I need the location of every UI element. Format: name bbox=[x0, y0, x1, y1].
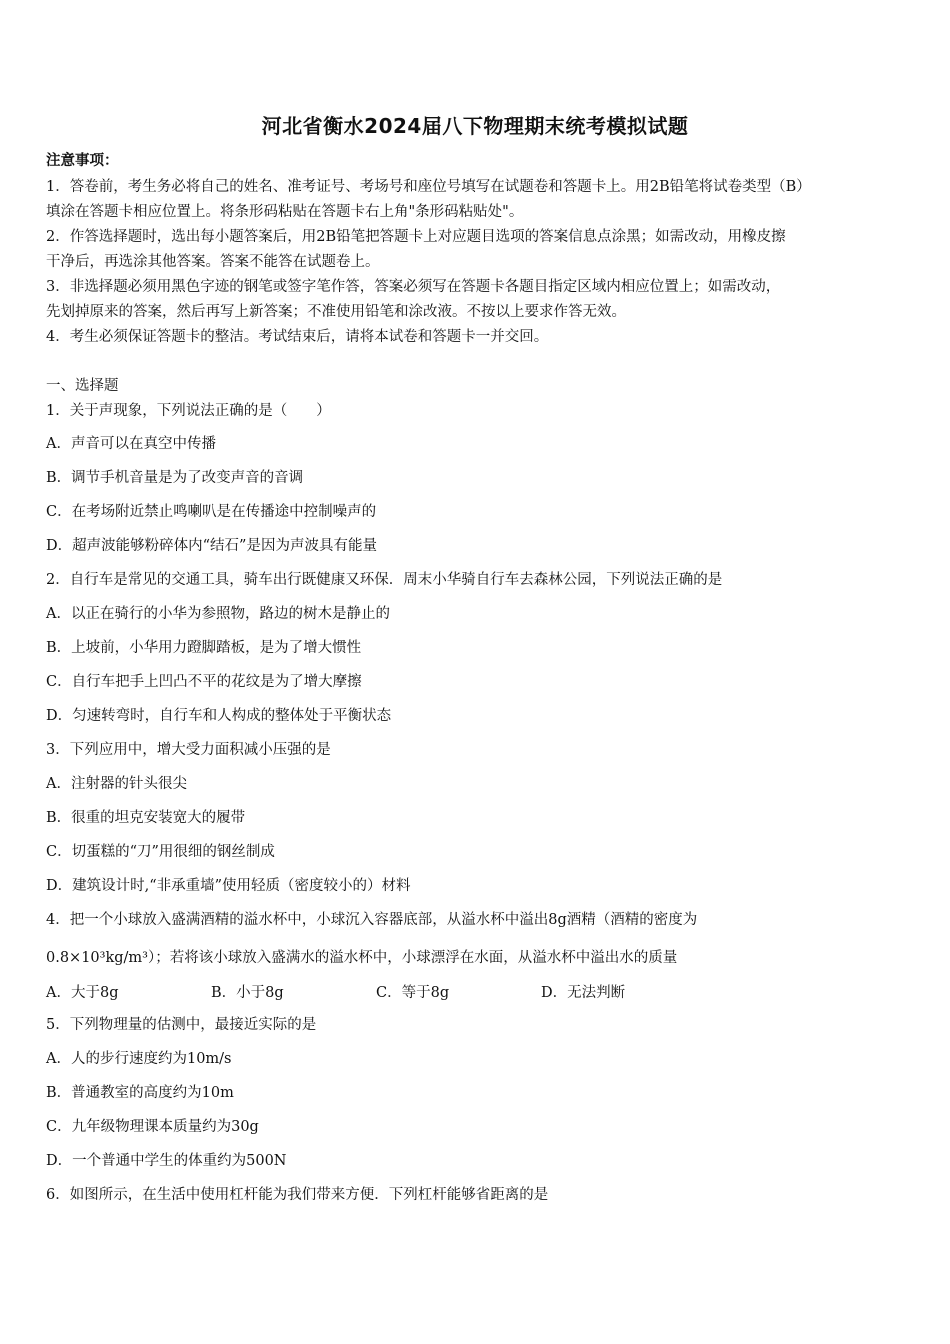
notice-line: 2．作答选择题时，选出每小题答案后，用2B铅笔把答题卡上对应题目选项的答案信息点涂黑；如需改动，用橡皮擦 bbox=[46, 229, 786, 245]
options-row-4 bbox=[46, 981, 908, 1001]
option-2c: C．自行车把手上凹凸不平的花纹是为了增大摩擦 bbox=[46, 674, 362, 690]
question-stem-4-line1: 4．把一个小球放入盛满酒精的溢水杯中，小球沉入容器底部，从溢水杯中溢出8g酒精（酒精的密度为 bbox=[46, 912, 698, 928]
option-3c: C．切蛋糕的“刀”用很细的钢丝制成 bbox=[46, 844, 275, 860]
question-stem-5: 5．下列物理量的估测中，最接近实际的是 bbox=[46, 1017, 317, 1033]
option-2a: A．以正在骑行的小华为参照物，路边的树木是静止的 bbox=[46, 606, 390, 622]
option-3d: D．建筑设计时,“非承重墙”使用轻质（密度较小的）材料 bbox=[46, 878, 411, 894]
option-3b: B．很重的坦克安装宽大的履带 bbox=[46, 810, 246, 826]
page-title: 河北省衡水2024届八下物理期末统考模拟试题 bbox=[261, 114, 689, 138]
notice-line: 1．答卷前，考生务必将自己的姓名、准考证号、考场号和座位号填写在试题卷和答题卡上。用2B铅笔将试卷类型（B） bbox=[46, 179, 811, 195]
option-1c: C．在考场附近禁止鸣喇叭是在传播途中控制噪声的 bbox=[46, 504, 377, 520]
notice-line: 先划掉原来的答案，然后再写上新答案；不准使用铅笔和涂改液。不按以上要求作答无效。 bbox=[46, 304, 626, 320]
notice-line: 干净后，再选涂其他答案。答案不能答在试题卷上。 bbox=[46, 254, 380, 270]
option-5c: C．九年级物理课本质量约为30g bbox=[46, 1119, 259, 1135]
option-5b: B．普通教室的高度约为10m bbox=[46, 1085, 234, 1101]
option-2b: B．上坡前，小华用力蹬脚踏板，是为了增大惯性 bbox=[46, 640, 362, 656]
option-2d: D．匀速转弯时，自行车和人构成的整体处于平衡状态 bbox=[46, 708, 392, 724]
question-stem-3: 3．下列应用中，增大受力面积减小压强的是 bbox=[46, 742, 331, 758]
notice-line: 4．考生必须保证答题卡的整洁。考试结束后，请将本试卷和答题卡一并交回。 bbox=[46, 329, 549, 345]
option-1a: A．声音可以在真空中传播 bbox=[46, 436, 216, 452]
question-stem-2: 2．自行车是常见的交通工具，骑车出行既健康又环保．周末小华骑自行车去森林公园，下列说法正确的是 bbox=[46, 572, 723, 588]
option-1b: B．调节手机音量是为了改变声音的音调 bbox=[46, 470, 304, 486]
section-heading: 一、选择题 bbox=[46, 378, 119, 394]
option-4c: C．等于8g bbox=[376, 985, 450, 1001]
option-5a: A．人的步行速度约为10m/s bbox=[46, 1051, 232, 1067]
question-stem-6: 6．如图所示，在生活中使用杠杆能为我们带来方便．下列杠杆能够省距离的是 bbox=[46, 1187, 549, 1203]
notice-line: 3．非选择题必须用黑色字迹的钢笔或签字笔作答，答案必须写在答题卡各题目指定区域内相应位置上；如需改动， bbox=[46, 279, 781, 295]
option-3a: A．注射器的针头很尖 bbox=[46, 776, 187, 792]
question-stem-4-line2: 0.8×10³kg/m³）；若将该小球放入盛满水的溢水杯中，小球漂浮在水面，从溢水杯中溢出水的质量 bbox=[46, 950, 678, 966]
notice-line: 填涂在答题卡相应位置上。将条形码粘贴在答题卡右上角"条形码粘贴处"。 bbox=[46, 204, 524, 220]
option-4d: D．无法判断 bbox=[541, 985, 626, 1001]
option-4b: B．小于8g bbox=[211, 985, 284, 1001]
question-stem-1: 1．关于声现象，下列说法正确的是（ ） bbox=[46, 403, 331, 419]
option-4a: A．大于8g bbox=[46, 985, 119, 1001]
notice-heading: 注意事项： bbox=[46, 152, 119, 169]
option-1d: D．超声波能够粉碎体内“结石”是因为声波具有能量 bbox=[46, 538, 377, 554]
option-5d: D．一个普通中学生的体重约为500N bbox=[46, 1153, 287, 1169]
